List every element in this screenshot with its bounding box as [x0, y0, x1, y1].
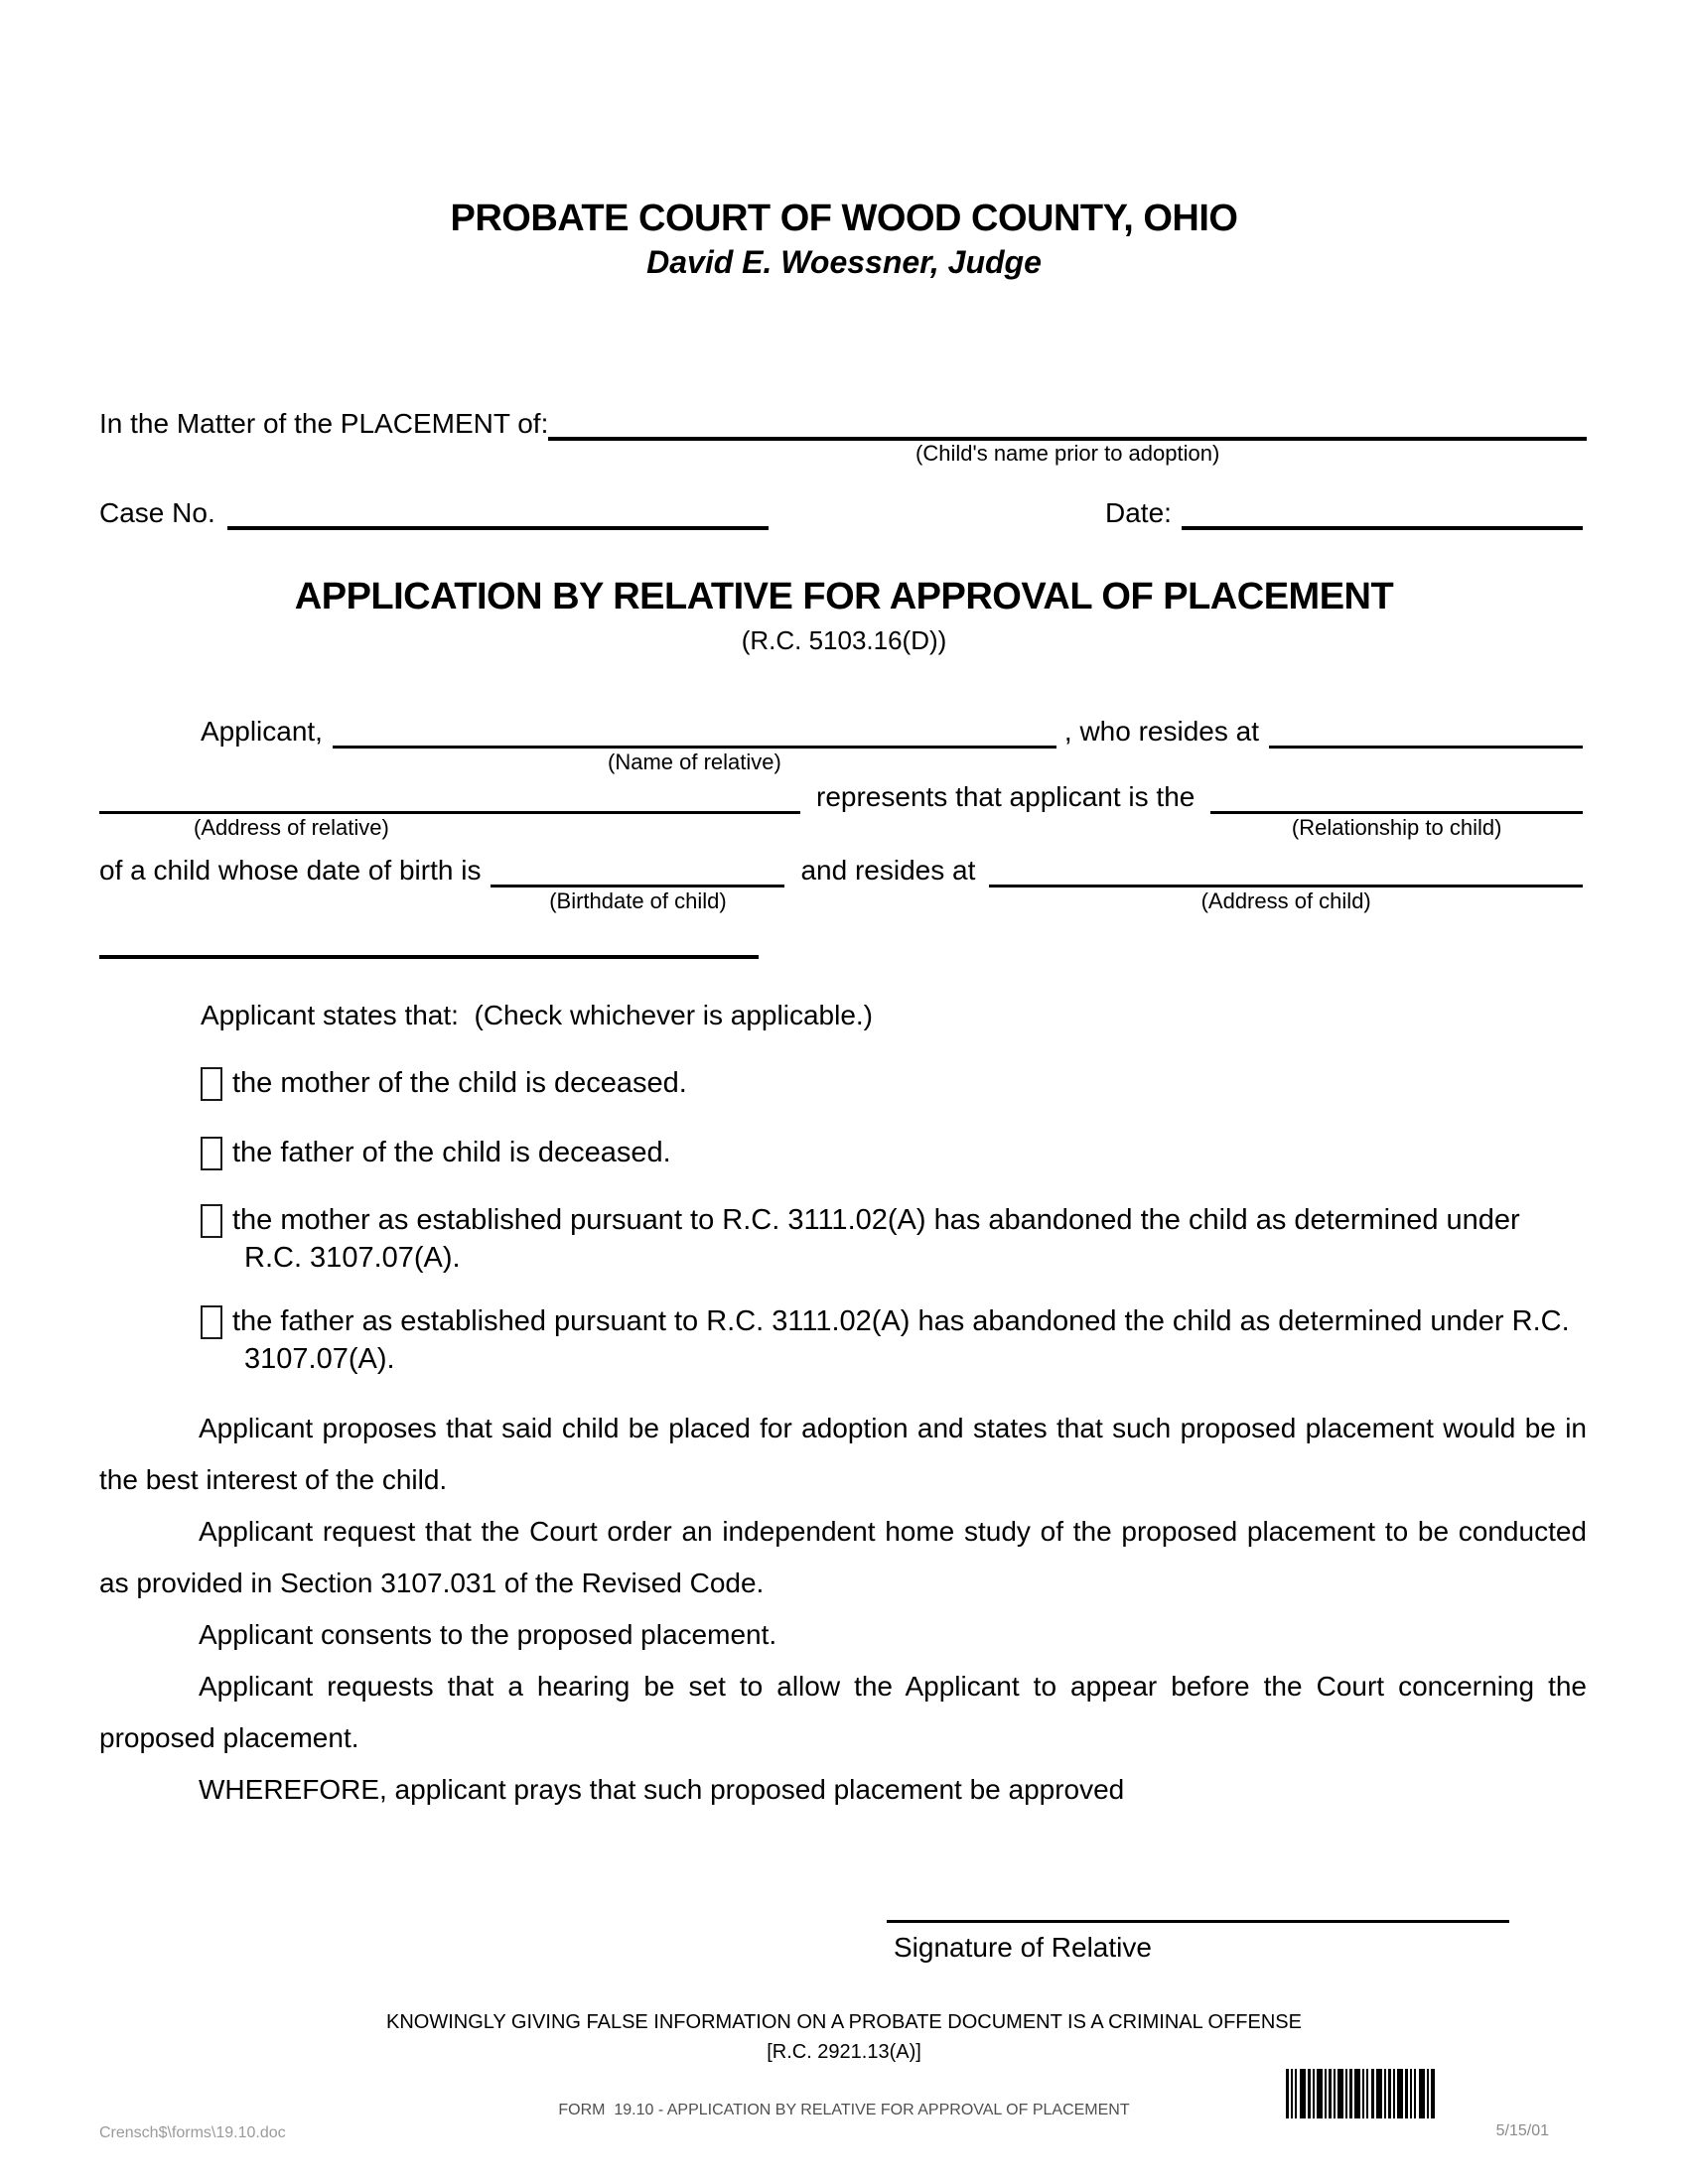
statement-item-mother-deceased: [201, 1064, 687, 1102]
name-of-relative-caption: (Name of relative): [608, 750, 781, 774]
warning-line-2: [R.C. 2921.13(A)]: [767, 2041, 921, 2063]
signature-field[interactable]: [887, 1920, 1509, 1923]
judge-name: David E. Woessner, Judge: [646, 244, 1042, 280]
checkbox-mother-deceased[interactable]: [201, 1067, 222, 1101]
footer-form-number: FORM 19.10 - APPLICATION BY RELATIVE FOR APPROVAL OF PLACEMENT: [558, 2102, 1130, 2118]
and-resides-at-label: and resides at: [800, 855, 976, 886]
checkbox-mother-abandoned[interactable]: [201, 1204, 222, 1238]
checkbox-father-deceased[interactable]: [201, 1137, 222, 1170]
matter-label: In the Matter of the PLACEMENT of:: [99, 408, 549, 439]
case-no-label: Case No.: [99, 497, 215, 528]
paragraph-wherefore: WHEREFORE, applicant prays that such proposed placement be approved: [199, 1774, 1125, 1805]
court-header: [0, 195, 1688, 282]
date-label: Date:: [1105, 497, 1172, 528]
case-no-field[interactable]: [227, 492, 769, 530]
date-group: [1105, 492, 1583, 530]
checkbox-father-abandoned[interactable]: [201, 1305, 222, 1339]
birthdate-row: [99, 852, 1583, 913]
statements-heading: Applicant states that: (Check whichever is applicable.): [201, 1000, 873, 1030]
footer-revision-date: 5/15/01: [1495, 2122, 1549, 2139]
warning-notice: [0, 2007, 1688, 2067]
statement-item-mother-abandoned: [201, 1201, 1535, 1277]
signature-caption: Signature of Relative: [894, 1932, 1152, 1963]
paragraph-proposes: Applicant proposes that said child be placed for adoption and states that such proposed placement would be in the best interest of the child.: [99, 1413, 1587, 1495]
statute-reference: (R.C. 5103.16(D)): [741, 625, 947, 655]
statement-label: the mother of the child is deceased.: [232, 1067, 687, 1099]
body-paragraphs: [99, 1403, 1587, 1816]
footer-file-path: Crensch$\forms\19.10.doc: [99, 2124, 286, 2141]
matter-row: [99, 401, 1587, 466]
address-of-relative-field[interactable]: [99, 778, 800, 840]
applicant-label: Applicant,: [201, 716, 323, 747]
who-resides-at-label: , who resides at: [1063, 716, 1259, 747]
birthdate-label: of a child whose date of birth is: [99, 855, 482, 886]
child-name-caption: (Child's name prior to adoption): [915, 441, 1220, 466]
relationship-field[interactable]: [1210, 778, 1583, 840]
address-of-relative-caption: (Address of relative): [194, 815, 389, 840]
birthdate-caption: (Birthdate of child): [549, 888, 727, 913]
address-row: [99, 778, 1583, 840]
form-title: APPLICATION BY RELATIVE FOR APPROVAL OF PLACEMENT: [294, 576, 1394, 617]
warning-line-1: KNOWINGLY GIVING FALSE INFORMATION ON A PROBATE DOCUMENT IS A CRIMINAL OFFENSE: [385, 2011, 1302, 2033]
child-address-caption: (Address of child): [1200, 888, 1371, 913]
statement-item-father-abandoned: [201, 1302, 1588, 1378]
applicant-row: [201, 713, 1583, 774]
statement-label: the father of the child is deceased.: [232, 1137, 671, 1168]
statement-item-father-deceased: [201, 1134, 671, 1171]
case-date-row: [99, 492, 1583, 530]
birthdate-field[interactable]: [491, 852, 784, 913]
statement-label: the father as established pursuant to R.C. 3111.02(A) has abandoned the child as determined under R.C. 3107.07(A).: [232, 1305, 1570, 1375]
relationship-caption: (Relationship to child): [1291, 815, 1502, 840]
date-field[interactable]: [1182, 492, 1583, 530]
statement-label: the mother as established pursuant to R.C. 3111.02(A) has abandoned the child as determined under R.C. 3107.07(A).: [232, 1204, 1520, 1274]
paragraph-home-study: Applicant request that the Court order an independent home study of the proposed placement to be conducted as provided in Section 3107.031 of the Revised Code.: [99, 1516, 1587, 1598]
child-address-field[interactable]: [989, 852, 1583, 913]
child-name-field[interactable]: [548, 401, 1587, 466]
paragraph-hearing: Applicant requests that a hearing be set to allow the Applicant to appear before the Court concerning the proposed placement.: [99, 1671, 1587, 1753]
represents-label: represents that applicant is the: [816, 781, 1196, 812]
residence-field[interactable]: [1269, 713, 1583, 749]
court-name: PROBATE COURT OF WOOD COUNTY, OHIO: [450, 198, 1238, 239]
name-of-relative-field[interactable]: [333, 713, 1056, 774]
continuation-field[interactable]: [99, 955, 759, 959]
paragraph-consents: Applicant consents to the proposed placement.: [199, 1619, 777, 1650]
